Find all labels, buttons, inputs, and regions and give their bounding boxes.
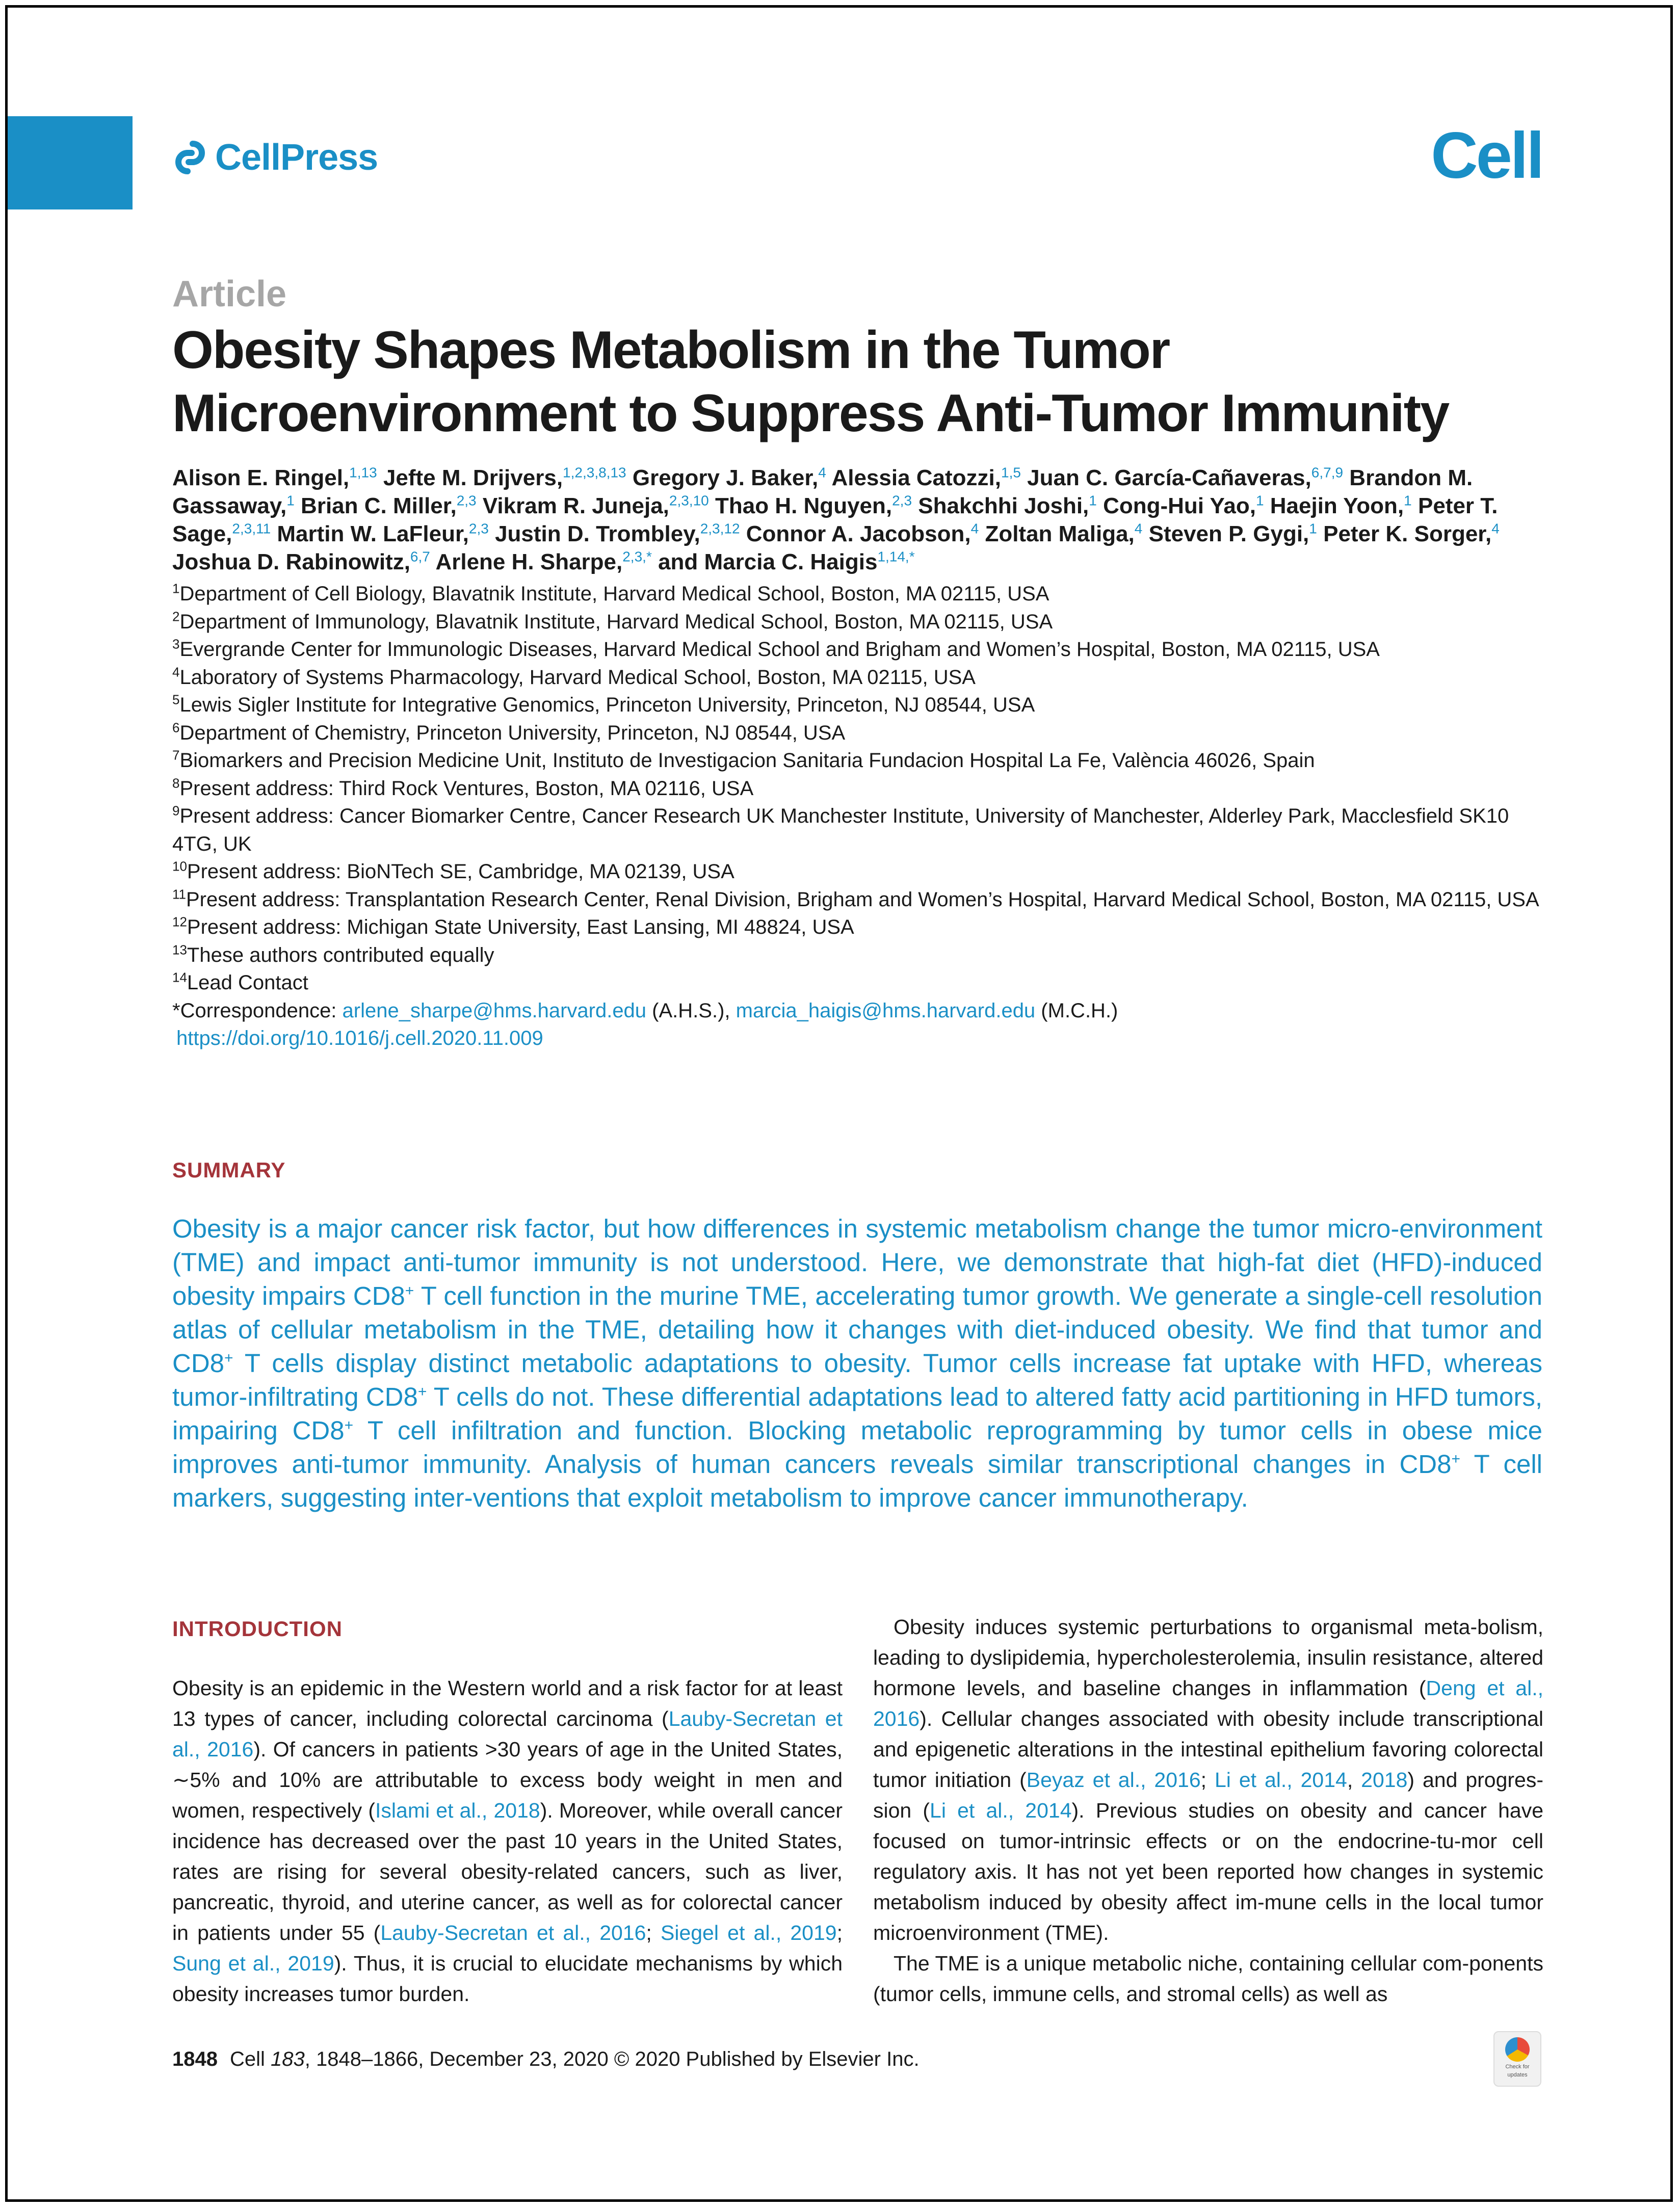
- affiliation-number: 7: [172, 747, 180, 763]
- author-entry: [746, 521, 979, 546]
- affiliation-text: Lewis Sigler Institute for Integrative Genomics, Princeton University, Princeton, NJ 08544, USA: [179, 694, 1035, 716]
- citation-link[interactable]: Siegel et al., 2019: [661, 1921, 837, 1944]
- affiliation-item: [172, 580, 1554, 608]
- affiliation-text: Present address: Michigan State University, East Lansing, MI 48824, USA: [187, 916, 854, 938]
- author-affiliation-sup[interactable]: 1: [286, 492, 295, 509]
- author-affiliation-sup[interactable]: 2,3,10: [669, 492, 709, 509]
- affiliation-item: [172, 775, 1554, 803]
- affiliation-list: [172, 580, 1554, 1053]
- affiliation-text: Laboratory of Systems Pharmacology, Harvard Medical School, Boston, MA 02115, USA: [179, 666, 976, 689]
- author-name: Brandon M. Gassaway,: [172, 465, 1473, 518]
- citation-link[interactable]: Lauby-Secretan et al., 2016: [380, 1921, 646, 1944]
- author-entry: [715, 493, 912, 518]
- author-entry: [172, 465, 377, 490]
- affiliation-text: Department of Chemistry, Princeton University, Princeton, NJ 08544, USA: [179, 721, 846, 744]
- author-entry: [435, 549, 651, 574]
- author-name: Alessia Catozzi,: [831, 465, 1001, 490]
- author-affiliation-sup[interactable]: 4: [1491, 520, 1500, 537]
- author-affiliation-sup[interactable]: 4: [818, 464, 826, 481]
- affiliation-number: 5: [172, 692, 180, 707]
- affiliation-text: Department of Cell Biology, Blavatnik Institute, Harvard Medical School, Boston, MA 02115, USA: [179, 583, 1049, 605]
- author-name: Vikram R. Juneja,: [482, 493, 669, 518]
- author-entry: [1027, 465, 1343, 490]
- affiliation-number: 1: [172, 581, 180, 596]
- cellpress-mark-icon: [172, 140, 208, 175]
- affiliation-item: [172, 636, 1554, 664]
- author-name: Juan C. García-Cañaveras,: [1027, 465, 1311, 490]
- citation-link[interactable]: Li et al., 2014: [930, 1799, 1072, 1822]
- author-affiliation-sup[interactable]: 2,3: [468, 520, 489, 537]
- author-entry: [495, 521, 740, 546]
- badge-label-1: Check for: [1505, 2064, 1530, 2070]
- author-name: Thao H. Nguyen,: [715, 493, 892, 518]
- citation-link[interactable]: Li et al., 2014: [1214, 1768, 1347, 1792]
- affiliation-item: [172, 747, 1554, 775]
- author-name: Peter K. Sorger,: [1323, 521, 1492, 546]
- article-title: [172, 319, 1548, 445]
- author-affiliation-sup[interactable]: 1,5: [1001, 464, 1021, 481]
- affiliation-number: 4: [172, 664, 180, 680]
- author-name: Martin W. LaFleur,: [277, 521, 469, 546]
- affiliation-number: 8: [172, 775, 180, 791]
- author-affiliation-sup[interactable]: 2,3: [892, 492, 912, 509]
- journal-logo: Cell: [1431, 119, 1542, 192]
- author-entry: [1149, 521, 1317, 546]
- citation-link[interactable]: Beyaz et al., 2016: [1026, 1768, 1201, 1792]
- header-color-block: [8, 116, 133, 209]
- author-name: Cong-Hui Yao,: [1103, 493, 1256, 518]
- author-entry: [1323, 521, 1500, 546]
- author-entry: [1270, 493, 1412, 518]
- affiliation-number: 14: [172, 969, 187, 985]
- affiliation-text: Present address: Cancer Biomarker Centre, Cancer Research UK Manchester Institute, University of Manchester, Alderley Park, Macclesfield SK10 4TG, UK: [172, 805, 1509, 855]
- citation-link[interactable]: Sung et al., 2019: [172, 1952, 334, 1975]
- citation-link[interactable]: 2018: [1361, 1768, 1408, 1792]
- author-affiliation-sup[interactable]: 6,7,9: [1311, 464, 1344, 481]
- email-link-haigis[interactable]: marcia_haigis@hms.harvard.edu: [736, 999, 1036, 1022]
- author-entry: [483, 493, 709, 518]
- title-line-1: Obesity Shapes Metabolism in the Tumor: [172, 321, 1170, 380]
- check-for-updates-badge[interactable]: [1493, 2031, 1541, 2087]
- author-name: Jefte M. Drijvers,: [383, 465, 563, 490]
- author-entry: [301, 493, 477, 518]
- author-affiliation-sup[interactable]: 1: [1309, 520, 1317, 537]
- affiliation-item: [172, 664, 1554, 692]
- affiliation-item: [172, 608, 1554, 636]
- affiliation-item: [172, 858, 1554, 886]
- affiliation-item: [172, 802, 1554, 858]
- author-entry: [918, 493, 1097, 518]
- citation-link[interactable]: Islami et al., 2018: [375, 1799, 540, 1822]
- intro-paragraph-2: Obesity induces systemic perturbations to organismal meta-bolism, leading to dyslipidemia, hypercholesterolemia, insulin resistance, altered hormone levels, and baseline changes in inflammation (Deng et al., 2016). Cellular changes associated with obesity include transcriptional and epigenetic alterations in the intestinal epithelium favoring colorectal tumor initiation (Beyaz et al., 2016; Li et al., 2014, 2018) and progres-sion (Li et al., 2014). Previous studies on obesity and cancer have focused on tumor-intrinsic effects or on the endocrine-tu-mor cell regulatory axis. It has not yet been reported how changes in systemic metabolism induced by obesity affect im-mune cells in the local tumor microenvironment (TME).: [873, 1615, 1543, 1944]
- author-affiliation-sup[interactable]: 2,3,12: [700, 520, 740, 537]
- crossmark-icon: [1505, 2037, 1530, 2062]
- author-name: Justin D. Trombley,: [495, 521, 700, 546]
- author-entry: [383, 465, 626, 490]
- affiliation-number: 2: [172, 609, 180, 624]
- intro-paragraph-1: Obesity is an epidemic in the Western world and a risk factor for at least 13 types of cancer, including colorectal carcinoma (Lauby-Secretan et al., 2016). Of cancers in patients >30 years of age in the United States, ∼5% and 10% are attributable to excess body weight in men and women, respectively (Islami et al., 2018). Moreover, while overall cancer incidence has decreased over the past 10 years in the United States, rates are rising for several obesity-related cancers, such as liver, pancreatic, thyroid, and uterine cancer, as well as for colorectal cancer in patients under 55 (Lauby-Secretan et al., 2016; Siegel et al., 2019; Sung et al., 2019). Thus, it is crucial to elucidate mechanisms by which obesity increases tumor burden.: [172, 1676, 843, 2006]
- affiliation-item: [172, 913, 1554, 941]
- author-entry: [658, 549, 915, 574]
- author-affiliation-sup[interactable]: 4: [1134, 520, 1143, 537]
- title-line-2: Microenvironment to Suppress Anti-Tumor Immunity: [172, 384, 1449, 443]
- author-affiliation-sup[interactable]: 1: [1255, 492, 1264, 509]
- publisher-name: CellPress: [215, 137, 378, 178]
- author-name: Peter T. Sage,: [172, 493, 1498, 546]
- author-affiliation-sup[interactable]: 2,3,*: [622, 548, 652, 565]
- author-name: Steven P. Gygi,: [1148, 521, 1309, 546]
- summary-heading: SUMMARY: [172, 1158, 286, 1182]
- intro-column-left: [172, 1673, 843, 2009]
- article-type-label: Article: [172, 274, 287, 314]
- affiliation-text: Present address: Third Rock Ventures, Boston, MA 02116, USA: [179, 777, 754, 800]
- affiliation-number: 3: [172, 636, 180, 652]
- author-entry: [633, 465, 826, 490]
- author-affiliation-sup[interactable]: 2,3: [456, 492, 477, 509]
- affiliation-item: [172, 719, 1554, 747]
- author-entry: [831, 465, 1021, 490]
- affiliation-text: Department of Immunology, Blavatnik Institute, Harvard Medical School, Boston, MA 02115, USA: [179, 610, 1053, 633]
- cellpress-logo: [172, 137, 378, 178]
- affiliation-text: Lead Contact: [187, 971, 308, 994]
- citation-link[interactable]: Lauby-Secretan et al., 2016: [172, 1707, 843, 1761]
- badge-label-2: updates: [1507, 2072, 1528, 2078]
- author-name: Alison E. Ringel,: [172, 465, 350, 490]
- affiliation-item: [172, 886, 1554, 914]
- author-affiliation-sup[interactable]: 1: [1404, 492, 1412, 509]
- volume-number: 183: [271, 2048, 305, 2070]
- affiliation-number: 11: [172, 886, 186, 902]
- author-affiliation-sup[interactable]: 6,7: [410, 548, 430, 565]
- author-affiliation-sup[interactable]: 1,2,3,8,13: [563, 464, 626, 481]
- page-number: 1848: [172, 2048, 218, 2070]
- author-name: Connor A. Jacobson,: [746, 521, 971, 546]
- author-name: Arlene H. Sharpe,: [435, 549, 623, 574]
- correspondence-line: *Correspondence: arlene_sharpe@hms.harvard.edu (A.H.S.), marcia_haigis@hms.harvard.edu (M.C.H.): [172, 999, 1118, 1022]
- email-link-sharpe[interactable]: arlene_sharpe@hms.harvard.edu: [342, 999, 647, 1022]
- author-name: and Marcia C. Haigis: [658, 549, 878, 574]
- author-name: Zoltan Maliga,: [985, 521, 1135, 546]
- affiliation-number: 6: [172, 720, 180, 735]
- intro-paragraph-3: The TME is a unique metabolic niche, containing cellular com-ponents (tumor cells, immune cells, and stromal cells) as well as: [873, 1952, 1543, 2006]
- author-entry: [1103, 493, 1264, 518]
- author-name: Brian C. Miller,: [301, 493, 457, 518]
- author-affiliation-sup[interactable]: 1,14,*: [877, 548, 915, 565]
- author-entry: [172, 549, 430, 574]
- author-affiliation-sup[interactable]: 1,13: [349, 464, 377, 481]
- introduction-heading: INTRODUCTION: [172, 1617, 343, 1641]
- author-list: [172, 464, 1554, 576]
- affiliation-number: 10: [172, 858, 187, 874]
- author-affiliation-sup[interactable]: 1: [1089, 492, 1097, 509]
- author-entry: [277, 521, 488, 546]
- affiliation-text: Biomarkers and Precision Medicine Unit, Instituto de Investigacion Sanitaria Fundacion Hospital La Fe, València 46026, Spain: [179, 749, 1315, 772]
- affiliation-text: Present address: Transplantation Research Center, Renal Division, Brigham and Women’s Hospital, Harvard Medical School, Boston, MA 02115, USA: [186, 888, 1539, 911]
- affiliation-number: 12: [172, 914, 187, 930]
- author-affiliation-sup[interactable]: 4: [970, 520, 979, 537]
- affiliation-text: Present address: BioNTech SE, Cambridge, MA 02139, USA: [187, 860, 734, 883]
- intro-column-right: [873, 1612, 1543, 2009]
- affiliation-item: [172, 941, 1554, 969]
- affiliation-item: [172, 691, 1554, 719]
- affiliation-item: [172, 969, 1554, 997]
- author-name: Haejin Yoon,: [1270, 493, 1404, 518]
- author-name: Joshua D. Rabinowitz,: [172, 549, 410, 574]
- author-name: Shakchhi Joshi,: [918, 493, 1089, 518]
- summary-text: Obesity is a major cancer risk factor, but how differences in systemic metabolism change the tumor micro-environment (TME) and impact anti-tumor immunity is not understood. Here, we demonstrate that high-fat diet (HFD)-induced obesity impairs CD8+ T cell function in the murine TME, accelerating tumor growth. We generate a single-cell resolution atlas of cellular metabolism in the TME, detailing how it changes with diet-induced obesity. We find that tumor and CD8+ T cells display distinct metabolic adaptations to obesity. Tumor cells increase fat uptake with HFD, whereas tumor-infiltrating CD8+ T cells do not. These differential adaptations lead to altered fatty acid partitioning in HFD tumors, impairing CD8+ T cell infiltration and function. Blocking metabolic reprogramming by tumor cells in obese mice improves anti-tumor immunity. Analysis of human cancers reveals similar transcriptional changes in CD8+ T cell markers, suggesting inter-ventions that exploit metabolism to improve cancer immunotherapy.: [172, 1214, 1543, 1512]
- affiliation-text: Evergrande Center for Immunologic Diseases, Harvard Medical School and Brigham and Women’s Hospital, Boston, MA 02115, USA: [179, 638, 1380, 661]
- citation-link[interactable]: Deng et al., 2016: [873, 1676, 1543, 1730]
- author-entry: [985, 521, 1142, 546]
- affiliation-number: 13: [172, 942, 187, 958]
- affiliation-text: These authors contributed equally: [187, 943, 494, 966]
- doi-link[interactable]: https://doi.org/10.1016/j.cell.2020.11.009: [176, 1027, 543, 1049]
- page-footer: 1848 Cell 183, 1848–1866, December 23, 2020 © 2020 Published by Elsevier Inc.: [172, 2048, 920, 2070]
- affiliation-number: 9: [172, 803, 180, 819]
- author-name: Gregory J. Baker,: [632, 465, 819, 490]
- author-affiliation-sup[interactable]: 2,3,11: [232, 520, 271, 537]
